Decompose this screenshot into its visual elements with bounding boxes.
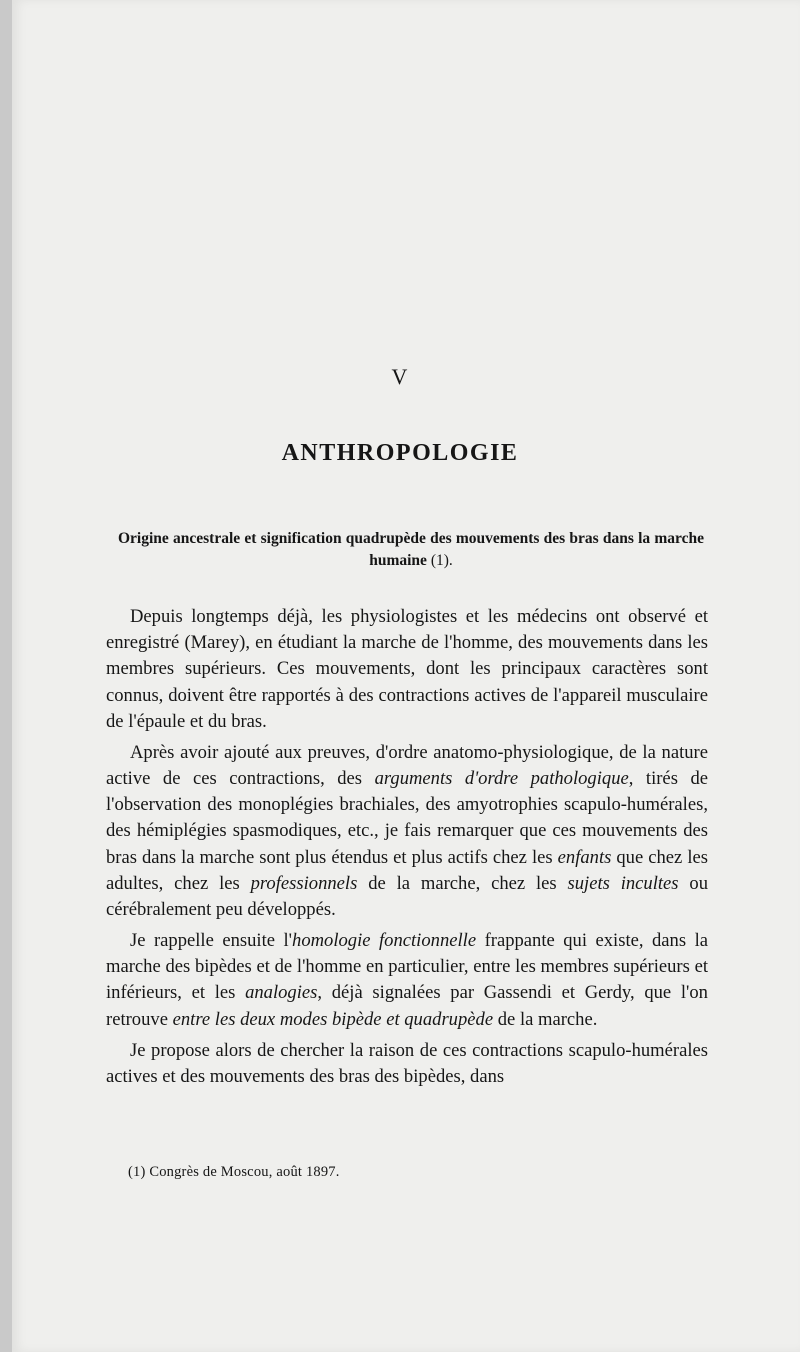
body-text [106,604,708,1095]
paragraph-3-part-e: , déjà signalées par Gassendi et Gerdy, que l'on retrouve [106,982,708,1030]
paragraph-2-part-g: de la marche, chez les [357,872,568,894]
paragraph-3-part-c: frappante qui existe, dans la marche des bipèdes et de l'homme en particulier, entre les membres supérieurs et inférieurs, et les [106,930,708,1004]
paragraph-3-part-a: Je rappelle ensuite l' [130,930,293,952]
paragraph-3-part-g: de la marche. [493,1008,598,1030]
subtitle-text: Origine ancestrale et signification quadrupède des mouvements des bras dans la marche humaine [118,530,704,569]
chapter-subtitle [118,528,704,572]
paragraph-3-emphasis-analogies: analogies [245,982,318,1004]
chapter-title: ANTHROPOLOGIE [281,440,519,466]
paragraph-2-emphasis-enfants: enfants [557,846,612,868]
paragraph-1: Depuis longtemps déjà, les physiologistes et les médecins ont observé et enregistré (Marey), en étudiant la marche de l'homme, des mouvements dans les membres supérieurs. Ces mouvements, dont les principaux caractères sont connus, doivent être rapportés à des contractions actives de l'appareil musculaire de l'épaule et du bras. [106,606,708,732]
paragraph-2-emphasis-arguments: arguments d'ordre pathologique [374,768,629,790]
footnote-reference: (1). [430,552,453,569]
paragraph-2-emphasis-sujets: sujets incultes [567,872,679,894]
paragraph-3-emphasis-modes: entre les deux modes bipède et quadrupède [172,1008,494,1030]
paragraph-2 [106,740,708,923]
paragraph-2-part-a: Après avoir ajouté aux preuves, d'ordre anatomo-physiologique, de la nature active de ces contractions, des [106,741,708,790]
paragraph-2-part-i: ou cérébralement peu développés. [106,872,708,921]
chapter-numeral: V [391,364,409,389]
paragraph-4: Je propose alors de chercher la raison de ces contractions scapulo-humérales actives et des mouvements des bras des bipèdes, dans [106,1039,708,1087]
scan-edge-shadow [0,0,12,1352]
paragraph-3-emphasis-homologie: homologie fonctionnelle [292,930,477,952]
paragraph-2-emphasis-professionnels: professionnels [250,872,358,894]
paragraph-3 [106,928,708,1033]
paragraph-2-part-e: que chez les adultes, chez les [106,846,708,894]
paragraph-2-part-c: , tirés de l'observation des monoplégies brachiales, des amyotrophies scapulo-humérales, des hémiplégies spasmodiques, etc., je fais remarquer que ces mouvements des bras dans la marche sont plus étendus et plus actifs chez les [106,768,708,868]
footnote: (1) Congrès de Moscou, août 1897. [128,1164,340,1180]
